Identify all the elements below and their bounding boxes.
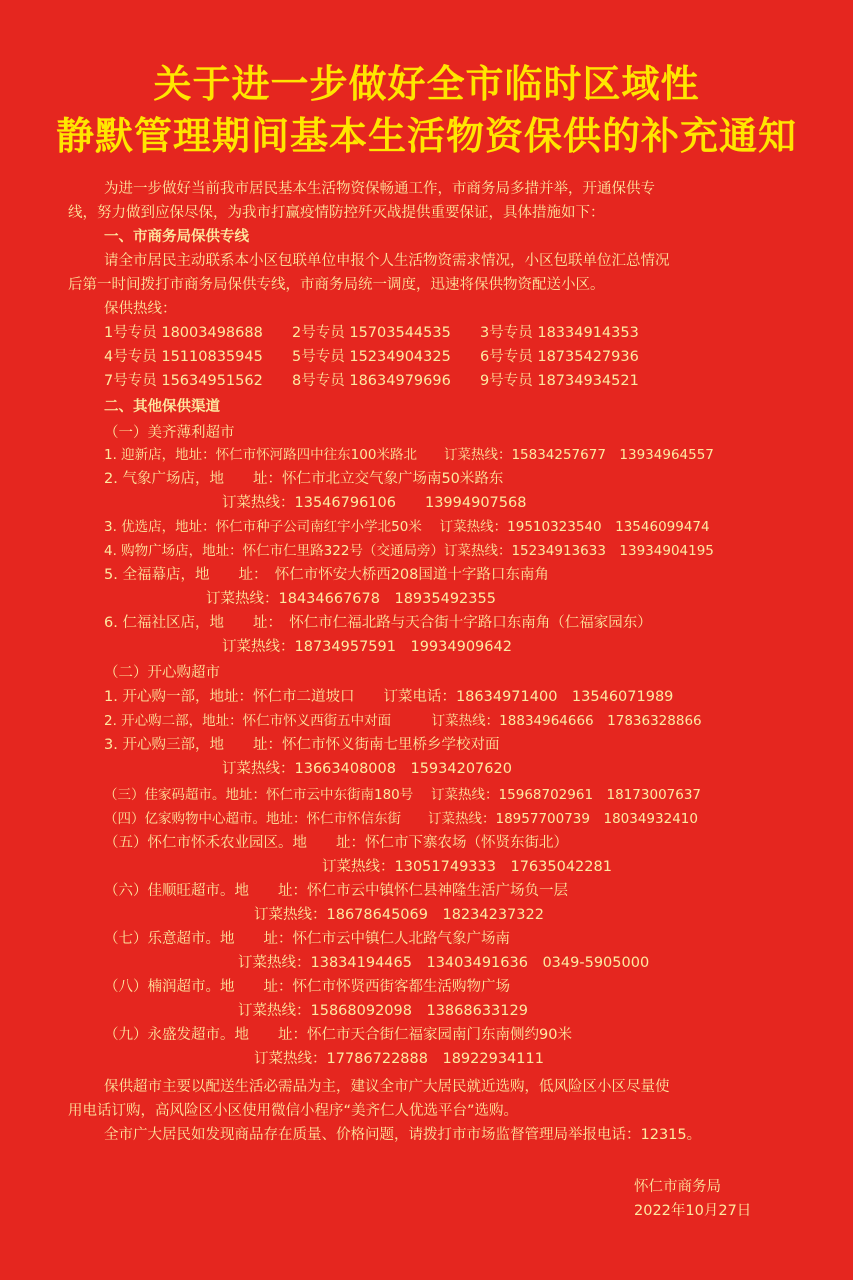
- channel-line: 4. 购物广场店，地址：怀仁市仁里路322号（交通局旁）订菜热线：15234913633 13934904195: [104, 543, 714, 559]
- channel-line: 3. 开心购三部，地 址：怀仁市怀义街南七里桥乡学校对面: [104, 737, 500, 753]
- section-1-heading: 一、市商务局保供专线: [104, 229, 249, 245]
- signature-date: 2022年10月27日: [634, 1203, 752, 1219]
- channel-line: 1. 开心购一部，地址：怀仁市二道坡口 订菜电话：18634971400 13546071989: [104, 689, 674, 705]
- title-line-2: 静默管理期间基本生活物资保供的补充通知: [55, 114, 797, 158]
- hotline-4: 4号专员 15110835945: [104, 349, 263, 365]
- channel-line: 2. 气象广场店，地 址：怀仁市北立交气象广场南50米路东: [104, 471, 504, 487]
- hotline-6: 6号专员 18735427936: [480, 349, 639, 365]
- closing-line-1: 保供超市主要以配送生活必需品为主，建议全市广大居民就近选购，低风险区小区尽量使: [104, 1079, 670, 1095]
- channel-line: （二）开心购超市: [104, 665, 220, 681]
- channel-line: 订菜热线：13546796106 13994907568: [222, 495, 527, 511]
- channel-line: 订菜热线：13834194465 13403491636 0349-5905000: [238, 955, 650, 971]
- hotline-3: 3号专员 18334914353: [480, 325, 639, 341]
- section-1-paragraph-line-1: 请全市居民主动联系本小区包联单位申报个人生活物资需求情况，小区包联单位汇总情况: [104, 253, 670, 269]
- hotline-1: 1号专员 18003498688: [104, 325, 263, 341]
- hotline-label: 保供热线：: [104, 301, 177, 317]
- closing-line-3: 全市广大居民如发现商品存在质量、价格问题，请拨打市市场监督管理局举报电话：12315。: [104, 1127, 702, 1143]
- channel-line: （八）楠润超市。地 址：怀仁市怀贤西街客都生活购物广场: [104, 979, 510, 995]
- hotline-7: 7号专员 15634951562: [104, 373, 263, 389]
- channel-line: 订菜热线：13051749333 17635042281: [322, 859, 612, 875]
- closing-line-2: 用电话订购，高风险区小区使用微信小程序“美齐仁人优选平台”选购。: [68, 1103, 519, 1119]
- hotline-5: 5号专员 15234904325: [292, 349, 451, 365]
- hotline-8: 8号专员 18634979696: [292, 373, 451, 389]
- intro-line-2: 线，努力做到应保尽保，为我市打赢疫情防控歼灭战提供重要保证，具体措施如下：: [68, 205, 605, 221]
- hotline-9: 9号专员 18734934521: [480, 373, 639, 389]
- channel-line: 订菜热线：18678645069 18234237322: [254, 907, 544, 923]
- channel-line: 5. 全福幕店，地 址： 怀仁市怀安大桥西208国道十字路口东南角: [104, 567, 549, 583]
- section-2-heading: 二、其他保供渠道: [104, 399, 220, 415]
- title-line-1: 关于进一步做好全市临时区域性: [153, 62, 700, 106]
- channel-line: 订菜热线：15868092098 13868633129: [238, 1003, 528, 1019]
- channel-line: 2. 开心购二部，地址：怀仁市怀义西街五中对面 订菜热线：18834964666 17836328866: [104, 713, 702, 729]
- channel-line: 订菜热线：17786722888 18922934111: [254, 1051, 544, 1067]
- channel-line: 6. 仁福社区店，地 址： 怀仁市仁福北路与天合街十字路口东南角（仁福家园东）: [104, 615, 652, 631]
- channel-line: 3. 优选店，地址：怀仁市种子公司南红宇小学北50米 订菜热线：19510323540 13546099474: [104, 519, 710, 535]
- channel-line: 订菜热线：18434667678 18935492355: [206, 591, 496, 607]
- hotline-2: 2号专员 15703544535: [292, 325, 451, 341]
- channel-line: 1. 迎新店，地址：怀仁市怀河路四中往东100米路北 订菜热线：15834257677 13934964557: [104, 447, 714, 463]
- section-1-paragraph-line-2: 后第一时间拨打市商务局保供专线，市商务局统一调度，迅速将保供物资配送小区。: [68, 277, 605, 293]
- channel-line: （九）永盛发超市。地 址：怀仁市天合街仁福家园南门东南侧约90米: [104, 1027, 572, 1043]
- intro-line-1: 为进一步做好当前我市居民基本生活物资保畅通工作，市商务局多措并举，开通保供专: [104, 181, 655, 197]
- channel-line: （五）怀仁市怀禾农业园区。地 址：怀仁市下寨农场（怀贤东街北）: [104, 835, 568, 851]
- channel-line: （七）乐意超市。地 址：怀仁市云中镇仁人北路气象广场南: [104, 931, 510, 947]
- signature-org: 怀仁市商务局: [634, 1179, 721, 1195]
- channel-line: 订菜热线：13663408008 15934207620: [222, 761, 512, 777]
- channel-line: （四）亿家购物中心超市。地址：怀仁市怀信东街 订菜热线：18957700739 18034932410: [104, 811, 698, 827]
- channel-line: 订菜热线：18734957591 19934909642: [222, 639, 512, 655]
- channel-line: （六）佳顺旺超市。地 址：怀仁市云中镇怀仁县神隆生活广场负一层: [104, 883, 568, 899]
- channel-line: （三）佳家码超市。地址：怀仁市云中东街南180号 订菜热线：15968702961 18173007637: [104, 787, 702, 803]
- channel-line: （一）美齐薄利超市: [104, 425, 235, 441]
